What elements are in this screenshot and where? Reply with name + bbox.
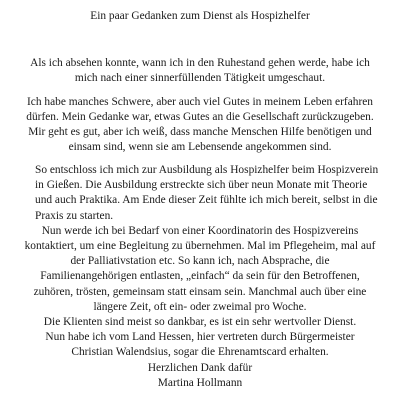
text-line: mich nach einer sinnerfüllenden Tätigkeit umgeschaut. [74, 72, 326, 84]
author-signature: Martina Hollmann [157, 376, 243, 389]
text-line: und auch Praktika. Am Ende dieser Zeit fühlte ich mich bereit, selbst in die [35, 194, 378, 207]
text-line: Ich habe manches Schwere, aber auch viel Gutes in meinem Leben erfahren [27, 96, 373, 108]
text-line: kontaktiert, um eine Begleitung zu übernehmen. Mal im Pflegeheim, mal auf [24, 240, 376, 253]
paragraph-training-and-service [0, 163, 400, 391]
text-line: der Palliativstation etc. So kann ich, nach Absprache, die [70, 255, 330, 268]
text-line: zuhören, trösten, gemeinsam statt einsam sein. Manchmal auch über eine [33, 285, 367, 298]
text-line: So entschloss ich mich zur Ausbildung als Hospizhelfer beim Hospizverein [35, 164, 379, 176]
text-line: Herzlichen Dank dafür [147, 361, 253, 374]
text-line: Mir geht es gut, aber ich weiß, dass manche Menschen Hilfe benötigen und [28, 126, 372, 138]
paragraph-retirement [0, 56, 400, 86]
text-line: Nun werde ich bei Bedarf von einer Koordinatorin des Hospizvereins [41, 224, 359, 237]
text-line: Christian Walendsius, sogar die Ehrenamtscard erhalten. [71, 346, 329, 359]
text-line: Familienangehörigen entlasten, „einfach“ da sein für den Betroffenen, [40, 270, 360, 283]
text-line: dürfen. Mein Gedanke war, etwas Gutes an die Gesellschaft zurückzugeben. [26, 111, 374, 123]
document-title: Ein paar Gedanken zum Dienst als Hospizhelfer [90, 10, 310, 22]
paragraph-motivation [0, 95, 400, 155]
text-line: längere Zeit, oft ein- oder zweimal pro Woche. [93, 300, 307, 313]
text-line: Nun habe ich vom Land Hessen, hier vertreten durch Bürgermeister [45, 331, 355, 344]
text-line: Die Klienten sind meist so dankbar, es ist ein sehr wertvoller Dienst. [43, 316, 357, 329]
text-line: Praxis zu starten. [35, 209, 114, 222]
text-line: Als ich absehen konnte, wann ich in den Ruhestand gehen werde, habe ich [30, 57, 370, 69]
text-line: einsam sind, wenn sie am Lebensende angekommen sind. [68, 141, 332, 153]
text-line: in Gießen. Die Ausbildung erstreckte sich über neun Monate mit Theorie [35, 179, 368, 192]
